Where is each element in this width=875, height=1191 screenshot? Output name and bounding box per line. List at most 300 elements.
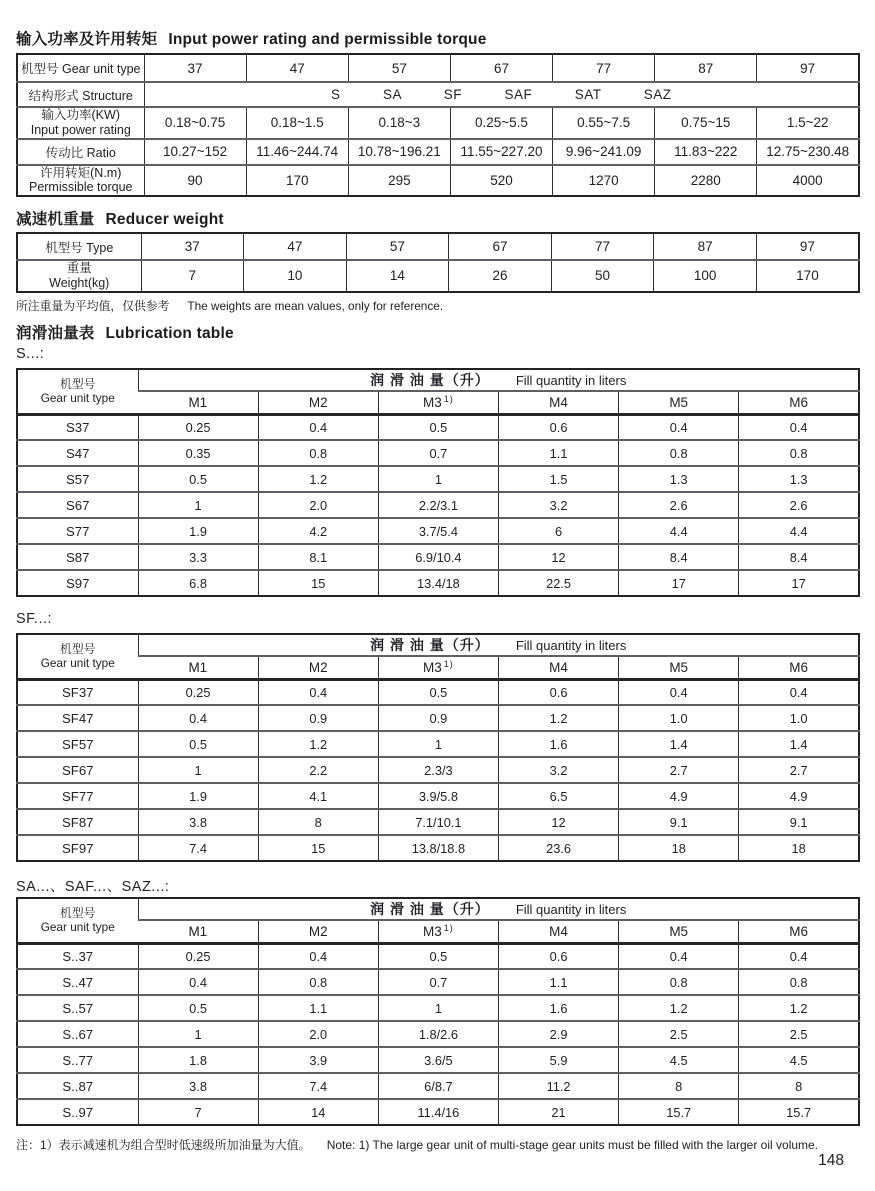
oil-quantity-cell: 1.1	[258, 995, 378, 1021]
m-column-header: M3 $^{1)}$	[378, 920, 498, 943]
m-column-header: M6	[739, 920, 859, 943]
gear-type-cell: 47	[246, 54, 348, 82]
header-label-en: Gear unit type	[40, 656, 115, 671]
m-column-header: M4	[498, 920, 618, 943]
oil-quantity-cell: 1.8	[138, 1047, 258, 1073]
oil-quantity-cell: 9.1	[739, 809, 859, 835]
fill-quantity-en: Fill quantity in liters	[515, 902, 627, 917]
row-label-en: Input power rating	[30, 122, 131, 137]
ratio-cell: 10.78~196.21	[348, 139, 450, 165]
gear-model-cell: S..47	[17, 969, 138, 995]
gear-model-cell: S..77	[17, 1047, 138, 1073]
row-label-permissible-torque	[17, 165, 144, 197]
oil-quantity-cell: 4.2	[258, 518, 378, 544]
oil-quantity-cell: 18	[739, 835, 859, 861]
gear-model-cell: S47	[17, 440, 138, 466]
gear-unit-type-header	[17, 634, 138, 679]
reducer-weight-table	[16, 232, 860, 293]
oil-quantity-cell: 0.7	[378, 969, 498, 995]
lub-caption-sf: SF...:	[16, 611, 53, 627]
section-title-power-zh: 输入功率及许用转矩	[16, 31, 158, 48]
oil-quantity-cell: 0.8	[739, 969, 859, 995]
input-power-cell: 0.18~3	[348, 107, 450, 139]
m-column-header: M1	[138, 391, 258, 414]
oil-quantity-cell: 3.2	[498, 757, 618, 783]
oil-quantity-cell: 1.2	[258, 466, 378, 492]
oil-quantity-cell: 1.6	[498, 995, 618, 1021]
type-cell: 47	[244, 233, 347, 260]
oil-quantity-cell: 2.6	[619, 492, 739, 518]
oil-quantity-cell: 7.1/10.1	[378, 809, 498, 835]
ratio-cell: 12.75~230.48	[757, 139, 859, 165]
table-row	[17, 1073, 859, 1099]
oil-quantity-cell: 15.7	[619, 1099, 739, 1125]
table-row	[17, 165, 859, 197]
oil-quantity-cell: 0.5	[378, 679, 498, 705]
table-row	[17, 54, 859, 82]
header-label-zh: 机型号	[60, 642, 96, 657]
m-column-header: M6	[739, 391, 859, 414]
weight-note-en: The weights are mean values, only for reference.	[187, 299, 444, 313]
table-row	[17, 731, 859, 757]
lub-caption-s: S...:	[16, 346, 45, 362]
page-footnote-en: Note: 1) The large gear unit of multi-stage gear units must be filled with the larger oil volume.	[326, 1138, 819, 1152]
gear-model-cell: SF37	[17, 679, 138, 705]
lub-caption-sa-saf-saz: SA...、SAF...、SAZ...:	[16, 879, 170, 895]
fill-quantity-header	[138, 634, 859, 656]
gear-type-cell: 37	[144, 54, 246, 82]
gear-model-cell: S67	[17, 492, 138, 518]
oil-quantity-cell: 1.4	[739, 731, 859, 757]
oil-quantity-cell: 1	[378, 731, 498, 757]
oil-quantity-cell: 15	[258, 835, 378, 861]
oil-quantity-cell: 1.1	[498, 969, 618, 995]
oil-quantity-cell: 0.4	[258, 943, 378, 969]
oil-quantity-cell: 0.4	[619, 679, 739, 705]
m-column-header: M2	[258, 656, 378, 679]
table-row	[17, 1021, 859, 1047]
gear-model-cell: S..87	[17, 1073, 138, 1099]
oil-quantity-cell: 2.7	[619, 757, 739, 783]
type-cell: 67	[449, 233, 552, 260]
m-column-header: M5	[619, 391, 739, 414]
gear-type-cell: 87	[655, 54, 757, 82]
torque-cell: 4000	[757, 165, 859, 197]
oil-quantity-cell: 0.4	[739, 679, 859, 705]
oil-quantity-cell: 2.7	[739, 757, 859, 783]
page-footnote-zh: 注：1）表示减速机为组合型时低速级所加油量为大值。	[16, 1138, 311, 1152]
oil-quantity-cell: 1.4	[619, 731, 739, 757]
gear-model-cell: SF47	[17, 705, 138, 731]
weight-cell: 170	[756, 260, 859, 292]
ratio-cell: 9.96~241.09	[553, 139, 655, 165]
gear-model-cell: S37	[17, 414, 138, 440]
gear-type-cell: 67	[450, 54, 552, 82]
m-column-header: M1	[138, 656, 258, 679]
oil-quantity-cell: 3.9/5.8	[378, 783, 498, 809]
lub-header-row	[17, 634, 859, 656]
table-row	[17, 233, 859, 260]
table-row	[17, 969, 859, 995]
table-row	[17, 82, 859, 107]
oil-quantity-cell: 0.4	[739, 943, 859, 969]
header-label-en: Gear unit type	[40, 920, 115, 935]
weight-cell: 50	[551, 260, 654, 292]
section-title-weight-zh: 减速机重量	[16, 211, 95, 228]
gear-model-cell: SF67	[17, 757, 138, 783]
weight-cell: 14	[346, 260, 449, 292]
oil-quantity-cell: 13.4/18	[378, 570, 498, 596]
lub-subheader-row	[17, 920, 859, 943]
gear-unit-type-header	[17, 369, 138, 414]
oil-quantity-cell: 0.9	[378, 705, 498, 731]
gear-model-cell: S87	[17, 544, 138, 570]
footnote-ref: 1)	[443, 394, 454, 405]
row-label-input-power	[17, 107, 144, 139]
page-footnote	[16, 1136, 818, 1153]
oil-quantity-cell: 2.0	[258, 492, 378, 518]
oil-quantity-cell: 6	[498, 518, 618, 544]
oil-quantity-cell: 4.1	[258, 783, 378, 809]
section-title-lubrication-zh: 润滑油量表	[16, 325, 95, 342]
oil-quantity-cell: 0.8	[258, 440, 378, 466]
oil-quantity-cell: 18	[619, 835, 739, 861]
oil-quantity-cell: 0.8	[739, 440, 859, 466]
footnote-ref: 1)	[443, 923, 454, 934]
header-label-zh: 机型号	[60, 377, 96, 392]
lub-subheader-row	[17, 656, 859, 679]
gear-model-cell: S..67	[17, 1021, 138, 1047]
row-label-en: Permissible torque	[28, 180, 133, 195]
oil-quantity-cell: 2.5	[619, 1021, 739, 1047]
weight-note-zh: 所注重量为平均值，仅供参考	[16, 299, 170, 313]
oil-quantity-cell: 3.7/5.4	[378, 518, 498, 544]
oil-quantity-cell: 4.9	[739, 783, 859, 809]
oil-quantity-cell: 12	[498, 809, 618, 835]
oil-quantity-cell: 21	[498, 1099, 618, 1125]
section-title-power-en: Input power rating and permissible torque	[168, 31, 487, 48]
table-row	[17, 835, 859, 861]
input-power-cell: 0.18~1.5	[246, 107, 348, 139]
weight-cell: 100	[654, 260, 757, 292]
oil-quantity-cell: 1.3	[619, 466, 739, 492]
input-power-cell: 0.25~5.5	[450, 107, 552, 139]
oil-quantity-cell: 1.6	[498, 731, 618, 757]
table-row	[17, 809, 859, 835]
oil-quantity-cell: 0.4	[138, 969, 258, 995]
oil-quantity-cell: 6.9/10.4	[378, 544, 498, 570]
table-row	[17, 679, 859, 705]
oil-quantity-cell: 3.8	[138, 809, 258, 835]
oil-quantity-cell: 0.25	[138, 679, 258, 705]
oil-quantity-cell: 8	[739, 1073, 859, 1099]
oil-quantity-cell: 0.8	[619, 969, 739, 995]
type-cell: 87	[654, 233, 757, 260]
oil-quantity-cell: 0.5	[138, 731, 258, 757]
table-row	[17, 107, 859, 139]
m-column-header: M2	[258, 391, 378, 414]
m-column-header: M4	[498, 656, 618, 679]
oil-quantity-cell: 1	[378, 995, 498, 1021]
oil-quantity-cell: 0.5	[138, 995, 258, 1021]
oil-quantity-cell: 7	[138, 1099, 258, 1125]
input-power-cell: 0.55~7.5	[553, 107, 655, 139]
weight-cell: 7	[141, 260, 244, 292]
oil-quantity-cell: 23.6	[498, 835, 618, 861]
table-row	[17, 1047, 859, 1073]
oil-quantity-cell: 1.2	[619, 995, 739, 1021]
fill-quantity-header	[138, 369, 859, 391]
oil-quantity-cell: 15	[258, 570, 378, 596]
oil-quantity-cell: 2.5	[739, 1021, 859, 1047]
oil-quantity-cell: 9.1	[619, 809, 739, 835]
section-title-lubrication-en: Lubrication table	[105, 325, 234, 342]
lub-header-row	[17, 898, 859, 920]
oil-quantity-cell: 2.0	[258, 1021, 378, 1047]
oil-quantity-cell: 8.4	[619, 544, 739, 570]
ratio-cell: 10.27~152	[144, 139, 246, 165]
oil-quantity-cell: 8.4	[739, 544, 859, 570]
oil-quantity-cell: 1.9	[138, 783, 258, 809]
table-row	[17, 705, 859, 731]
table-row	[17, 260, 859, 292]
oil-quantity-cell: 1.2	[739, 995, 859, 1021]
type-cell: 57	[346, 233, 449, 260]
oil-quantity-cell: 0.9	[258, 705, 378, 731]
oil-quantity-cell: 4.5	[739, 1047, 859, 1073]
oil-quantity-cell: 22.5	[498, 570, 618, 596]
gear-model-cell: S..57	[17, 995, 138, 1021]
gear-type-cell: 57	[348, 54, 450, 82]
oil-quantity-cell: 0.5	[378, 414, 498, 440]
oil-quantity-cell: 3.2	[498, 492, 618, 518]
oil-quantity-cell: 2.3/3	[378, 757, 498, 783]
m-column-header: M3 $^{1)}$	[378, 391, 498, 414]
oil-quantity-cell: 0.4	[739, 414, 859, 440]
gear-model-cell: S..97	[17, 1099, 138, 1125]
table-row	[17, 414, 859, 440]
lubrication-table-s	[16, 368, 860, 597]
oil-quantity-cell: 17	[739, 570, 859, 596]
ratio-cell: 11.55~227.20	[450, 139, 552, 165]
oil-quantity-cell: 4.9	[619, 783, 739, 809]
section-title-weight	[16, 207, 224, 229]
fill-quantity-en: Fill quantity in liters	[515, 638, 627, 653]
oil-quantity-cell: 1.0	[619, 705, 739, 731]
table-row	[17, 943, 859, 969]
oil-quantity-cell: 1.8/2.6	[378, 1021, 498, 1047]
gear-model-cell: S97	[17, 570, 138, 596]
m-column-header: M3 $^{1)}$	[378, 656, 498, 679]
row-label-type: 机型号 Type	[45, 240, 114, 255]
row-label-zh: 许用转矩(N.m)	[40, 165, 122, 180]
oil-quantity-cell: 3.3	[138, 544, 258, 570]
oil-quantity-cell: 4.4	[619, 518, 739, 544]
gear-type-cell: 97	[757, 54, 859, 82]
fill-quantity-header	[138, 898, 859, 920]
fill-quantity-zh: 润 滑 油 量（升）	[370, 637, 490, 653]
input-power-cell: 0.75~15	[655, 107, 757, 139]
oil-quantity-cell: 0.4	[619, 943, 739, 969]
oil-quantity-cell: 0.4	[619, 414, 739, 440]
oil-quantity-cell: 11.4/16	[378, 1099, 498, 1125]
oil-quantity-cell: 2.6	[739, 492, 859, 518]
row-label-en: Weight(kg)	[49, 275, 110, 290]
oil-quantity-cell: 1.3	[739, 466, 859, 492]
oil-quantity-cell: 1	[138, 757, 258, 783]
table-row	[17, 544, 859, 570]
oil-quantity-cell: 1	[138, 1021, 258, 1047]
row-label-ratio: 传动比 Ratio	[17, 139, 144, 165]
oil-quantity-cell: 0.8	[619, 440, 739, 466]
oil-quantity-cell: 2.9	[498, 1021, 618, 1047]
ratio-cell: 11.83~222	[655, 139, 757, 165]
oil-quantity-cell: 7.4	[138, 835, 258, 861]
type-cell: 37	[141, 233, 244, 260]
oil-quantity-cell: 1	[378, 466, 498, 492]
oil-quantity-cell: 12	[498, 544, 618, 570]
oil-quantity-cell: 0.5	[378, 943, 498, 969]
header-label-en: Gear unit type	[40, 391, 115, 406]
gear-model-cell: SF77	[17, 783, 138, 809]
oil-quantity-cell: 3.6/5	[378, 1047, 498, 1073]
row-label-structure: 结构形式 Structure	[17, 82, 144, 107]
oil-quantity-cell: 1.1	[498, 440, 618, 466]
structure-values-cell: S SA SF SAF SAT SAZ	[144, 82, 859, 107]
torque-cell: 90	[144, 165, 246, 197]
oil-quantity-cell: 0.4	[258, 679, 378, 705]
type-cell: 77	[551, 233, 654, 260]
oil-quantity-cell: 0.5	[138, 466, 258, 492]
gear-model-cell: SF87	[17, 809, 138, 835]
oil-quantity-cell: 1.2	[258, 731, 378, 757]
table-row	[17, 783, 859, 809]
m-column-header: M6	[739, 656, 859, 679]
oil-quantity-cell: 7.4	[258, 1073, 378, 1099]
oil-quantity-cell: 0.6	[498, 943, 618, 969]
oil-quantity-cell: 1.0	[739, 705, 859, 731]
table-row	[17, 1099, 859, 1125]
gear-model-cell: SF97	[17, 835, 138, 861]
oil-quantity-cell: 0.25	[138, 943, 258, 969]
header-label-zh: 机型号	[60, 906, 96, 921]
lub-subheader-row	[17, 391, 859, 414]
oil-quantity-cell: 4.4	[739, 518, 859, 544]
table-row	[17, 466, 859, 492]
lub-header-row	[17, 369, 859, 391]
oil-quantity-cell: 4.5	[619, 1047, 739, 1073]
oil-quantity-cell: 6/8.7	[378, 1073, 498, 1099]
oil-quantity-cell: 5.9	[498, 1047, 618, 1073]
input-power-cell: 1.5~22	[757, 107, 859, 139]
weight-cell: 26	[449, 260, 552, 292]
gear-unit-type-header	[17, 898, 138, 943]
torque-cell: 520	[450, 165, 552, 197]
fill-quantity-zh: 润 滑 油 量（升）	[370, 372, 490, 388]
oil-quantity-cell: 0.8	[258, 969, 378, 995]
lubrication-table-sa-saf-saz	[16, 897, 860, 1126]
oil-quantity-cell: 6.5	[498, 783, 618, 809]
oil-quantity-cell: 3.8	[138, 1073, 258, 1099]
oil-quantity-cell: 17	[619, 570, 739, 596]
gear-model-cell: SF57	[17, 731, 138, 757]
power-torque-table	[16, 53, 860, 197]
m-column-header: M5	[619, 920, 739, 943]
oil-quantity-cell: 6.8	[138, 570, 258, 596]
oil-quantity-cell: 0.6	[498, 414, 618, 440]
m-column-header: M4	[498, 391, 618, 414]
oil-quantity-cell: 1.5	[498, 466, 618, 492]
oil-quantity-cell: 0.6	[498, 679, 618, 705]
oil-quantity-cell: 8	[258, 809, 378, 835]
oil-quantity-cell: 0.25	[138, 414, 258, 440]
oil-quantity-cell: 11.2	[498, 1073, 618, 1099]
oil-quantity-cell: 1	[138, 492, 258, 518]
oil-quantity-cell: 15.7	[739, 1099, 859, 1125]
page-number: 148	[818, 1152, 844, 1169]
oil-quantity-cell: 0.7	[378, 440, 498, 466]
oil-quantity-cell: 2.2/3.1	[378, 492, 498, 518]
input-power-cell: 0.18~0.75	[144, 107, 246, 139]
oil-quantity-cell: 1.2	[498, 705, 618, 731]
oil-quantity-cell: 0.4	[258, 414, 378, 440]
table-row	[17, 570, 859, 596]
table-row	[17, 518, 859, 544]
lubrication-table-sf	[16, 633, 860, 862]
torque-cell: 170	[246, 165, 348, 197]
footnote-ref: 1)	[443, 659, 454, 670]
m-column-header: M5	[619, 656, 739, 679]
oil-quantity-cell: 0.4	[138, 705, 258, 731]
gear-model-cell: S57	[17, 466, 138, 492]
table-row	[17, 440, 859, 466]
oil-quantity-cell: 14	[258, 1099, 378, 1125]
torque-cell: 2280	[655, 165, 757, 197]
oil-quantity-cell: 2.2	[258, 757, 378, 783]
ratio-cell: 11.46~244.74	[246, 139, 348, 165]
gear-model-cell: S..37	[17, 943, 138, 969]
m-column-header: M1	[138, 920, 258, 943]
oil-quantity-cell: 1.9	[138, 518, 258, 544]
gear-model-cell: S77	[17, 518, 138, 544]
section-title-weight-en: Reducer weight	[105, 211, 224, 228]
fill-quantity-zh: 润 滑 油 量（升）	[370, 901, 490, 917]
oil-quantity-cell: 13.8/18.8	[378, 835, 498, 861]
type-cell: 97	[756, 233, 859, 260]
weight-note	[16, 297, 443, 314]
row-label-zh: 输入功率(KW)	[41, 108, 120, 122]
oil-quantity-cell: 0.35	[138, 440, 258, 466]
row-label-zh: 重量	[66, 261, 92, 275]
gear-type-cell: 77	[553, 54, 655, 82]
row-label-gear-unit-type: 机型号 Gear unit type	[21, 62, 141, 76]
table-row	[17, 757, 859, 783]
table-row	[17, 139, 859, 165]
oil-quantity-cell: 8	[619, 1073, 739, 1099]
section-title-lubrication	[16, 321, 234, 343]
section-title-power	[16, 27, 487, 49]
table-row	[17, 995, 859, 1021]
table-row	[17, 492, 859, 518]
oil-quantity-cell: 3.9	[258, 1047, 378, 1073]
torque-cell: 1270	[553, 165, 655, 197]
fill-quantity-en: Fill quantity in liters	[515, 373, 627, 388]
row-label-weight	[17, 260, 141, 292]
weight-cell: 10	[244, 260, 347, 292]
oil-quantity-cell: 8.1	[258, 544, 378, 570]
torque-cell: 295	[348, 165, 450, 197]
m-column-header: M2	[258, 920, 378, 943]
